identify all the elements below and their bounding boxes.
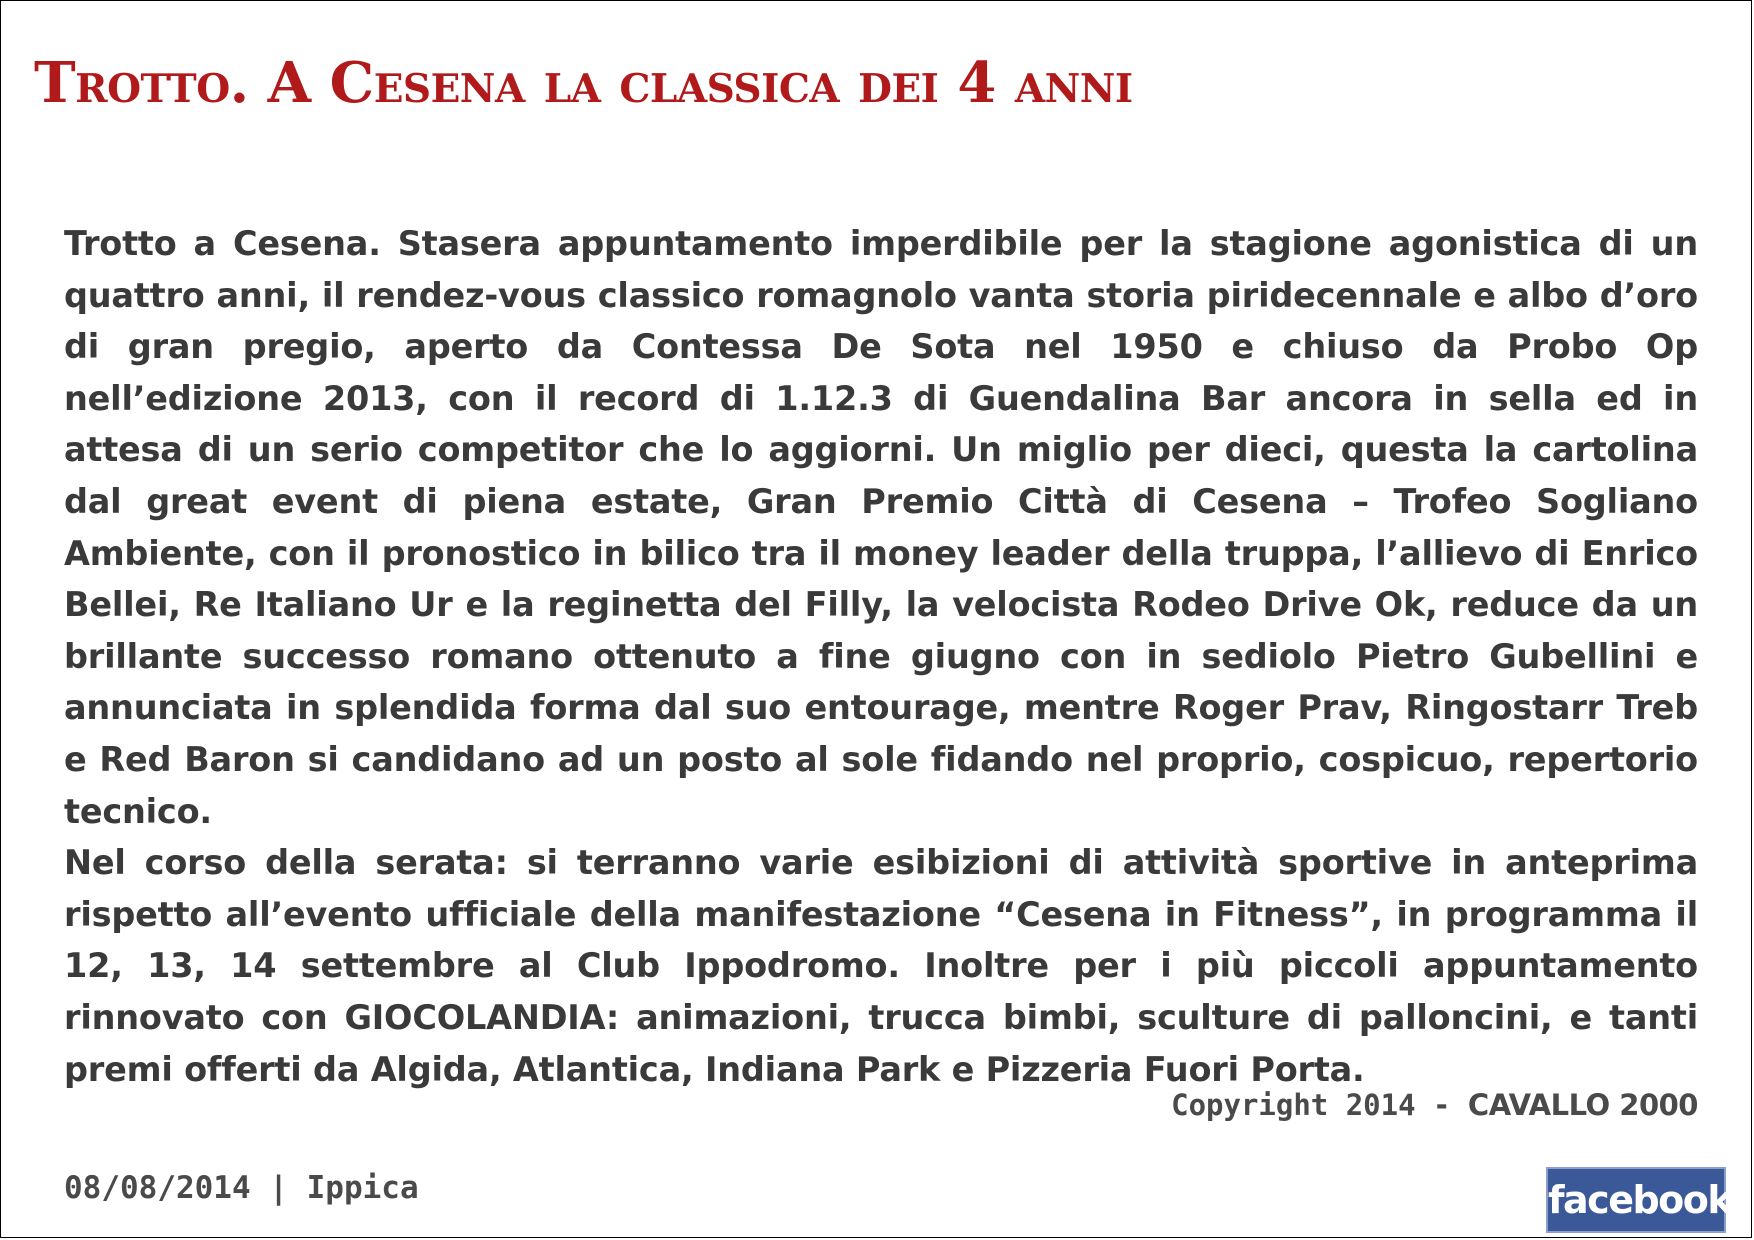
article-meta: 08/08/2014 | Ippica (64, 1170, 419, 1206)
copyright-line (1171, 1088, 1698, 1122)
article-body (64, 218, 1698, 1095)
article-paragraph: Nel corso della serata: si terranno varie esibizioni di attività sportive in anteprima rispetto all’evento ufficiale della manifestazione “Cesena in Fitness”, in programma il 12, 13, 14 settembre al Club Ippodromo. Inoltre per i più piccoli appuntamento rinnovato con GIOCOLANDIA: animazioni, trucca bimbi, sculture di palloncini, e tanti premi offerti da Algida, Atlantica, Indiana Park e Pizzeria Fuori Porta. (64, 843, 1698, 1089)
article-title: Trotto. A Cesena la classica dei 4 anni (34, 50, 1133, 116)
article-paragraph: Trotto a Cesena. Stasera appuntamento imperdibile per la stagione agonistica di un quattro anni, il rendez-vous classico romagnolo vanta storia piridecennale e albo d’oro di gran pregio, aperto da Contessa De Sota nel 1950 e chiuso da Probo Op nell’edizione 2013, con il record di 1.12.3 di Guendalina Bar ancora in sella ed in attesa di un serio competitor che lo aggiorni. Un miglio per dieci, questa la cartolina dal great event di piena estate, Gran Premio Città di Cesena – Trofeo Sogliano Ambiente, con il pronostico in bilico tra il money leader della truppa, l’allievo di Enrico Bellei, Re Italiano Ur e la reginetta del Filly, la velocista Rodeo Drive Ok, reduce da un brillante successo romano ottenuto a fine giugno con in sediolo Pietro Gubellini e annunciata in splendida forma dal suo entourage, mentre Roger Prav, Ringostarr Treb e Red Baron si candidano ad un posto al sole fidando nel proprio, cospicuo, repertorio tecnico. (64, 224, 1698, 831)
facebook-share-button[interactable]: facebook (1546, 1167, 1726, 1233)
copyright-brand: CAVALLO 2000 (1467, 1088, 1698, 1122)
copyright-prefix: Copyright 2014 - (1171, 1088, 1468, 1122)
